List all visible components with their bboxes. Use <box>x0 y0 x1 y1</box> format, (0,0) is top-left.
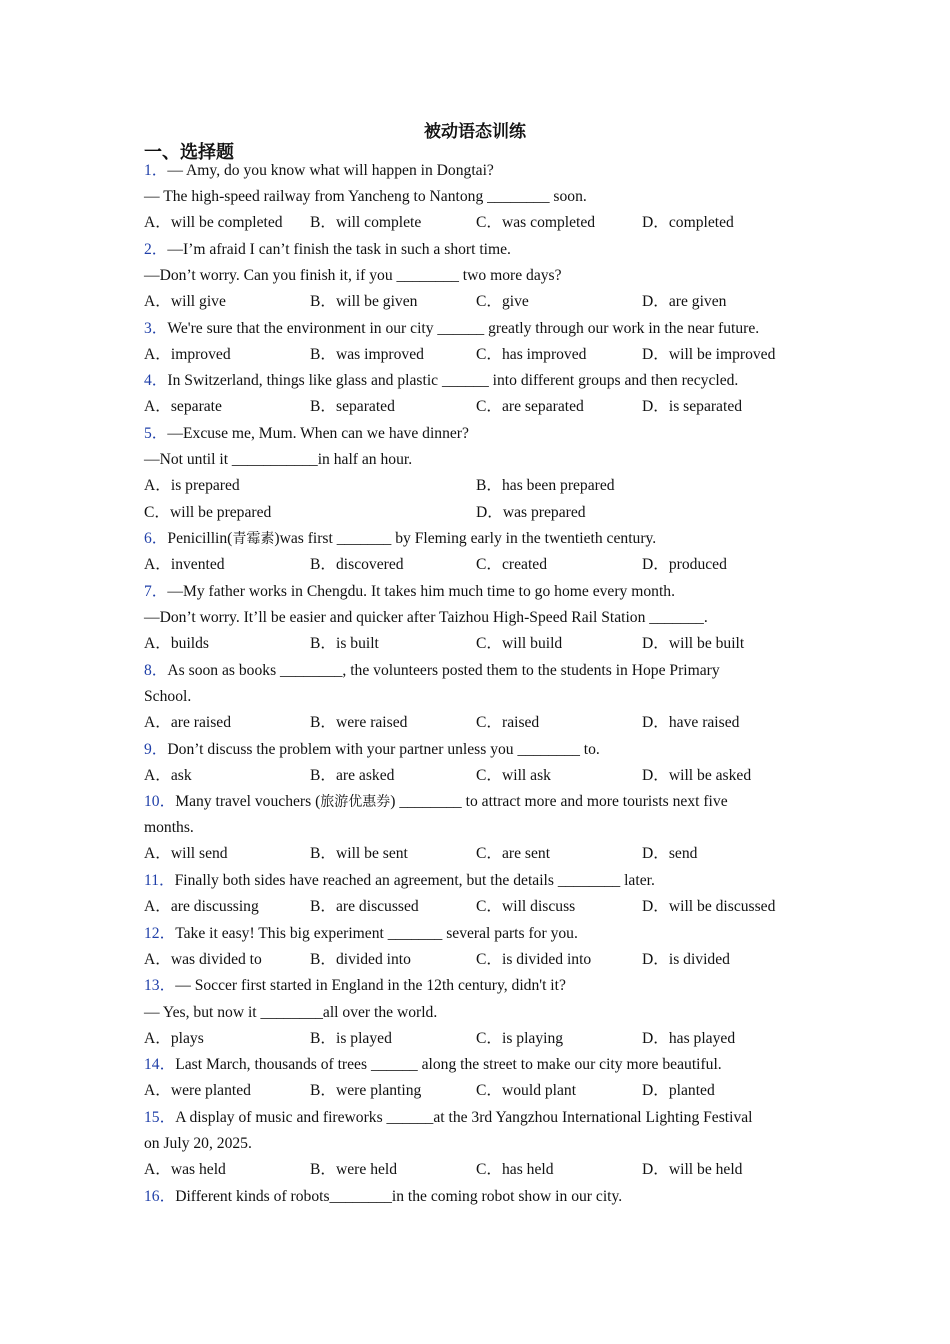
option-letter: D． <box>642 556 669 574</box>
option-text: has improved <box>502 345 587 363</box>
option-a[interactable] <box>144 947 310 974</box>
option-letter: C． <box>476 950 502 968</box>
question-text: As soon as books ________, the volunteers posted them to the students in Hope Primary <box>167 661 720 679</box>
option-text: is divided <box>668 950 730 968</box>
option-letter: C． <box>476 766 502 784</box>
option-a[interactable] <box>144 841 310 868</box>
option-b[interactable] <box>310 1026 476 1053</box>
question-13 <box>144 973 814 1052</box>
question-text: A display of music and fireworks ______at the 3rd Yangzhou International Lighting Festival <box>175 1108 753 1126</box>
question-number: 3． <box>144 319 168 337</box>
option-b[interactable] <box>310 552 476 579</box>
option-c[interactable] <box>476 1026 642 1053</box>
option-letter: D． <box>642 345 669 363</box>
option-a[interactable] <box>144 763 310 790</box>
question-stem-continued <box>144 1131 814 1157</box>
question-text: —I’m afraid I can’t finish the task in such a short time. <box>167 240 511 258</box>
question-stem <box>144 658 814 684</box>
option-b[interactable] <box>310 763 476 790</box>
question-stem-continued <box>144 1000 814 1026</box>
option-text: will complete <box>336 214 422 232</box>
option-a[interactable] <box>144 394 310 421</box>
option-text: were held <box>336 1161 398 1179</box>
options-row <box>144 841 814 868</box>
question-stem <box>144 973 814 999</box>
option-b[interactable] <box>310 394 476 421</box>
options-row <box>144 552 814 579</box>
options-row <box>144 1078 814 1105</box>
option-letter: C． <box>476 845 502 863</box>
option-letter: C． <box>144 503 170 521</box>
option-c[interactable] <box>476 894 642 921</box>
option-d[interactable] <box>642 1157 808 1184</box>
option-c[interactable] <box>476 552 642 579</box>
option-letter: C． <box>476 214 502 232</box>
question-number: 13． <box>144 977 176 995</box>
question-2 <box>144 237 814 316</box>
option-letter: C． <box>476 898 502 916</box>
option-a[interactable] <box>144 473 476 500</box>
question-text: Finally both sides have reached an agreement, but the details ________ later. <box>174 872 655 890</box>
option-text: will be asked <box>668 766 752 784</box>
option-b[interactable] <box>310 342 476 369</box>
option-c[interactable] <box>476 394 642 421</box>
question-12 <box>144 921 814 974</box>
option-letter: B． <box>310 1161 336 1179</box>
question-stem <box>144 789 814 815</box>
option-d[interactable] <box>642 342 808 369</box>
option-c[interactable] <box>476 947 642 974</box>
options-row <box>144 473 814 500</box>
option-c[interactable] <box>476 210 642 237</box>
option-d[interactable] <box>642 394 808 421</box>
option-c[interactable] <box>476 342 642 369</box>
option-letter: B． <box>310 556 336 574</box>
question-stem <box>144 1184 814 1210</box>
option-text: is divided into <box>502 950 592 968</box>
option-a[interactable] <box>144 552 310 579</box>
option-text: builds <box>170 635 209 653</box>
option-d[interactable] <box>642 841 808 868</box>
options-row <box>144 1157 814 1184</box>
question-stem-continued <box>144 605 814 631</box>
option-letter: D． <box>642 950 669 968</box>
option-letter: D． <box>642 713 669 731</box>
option-text: will send <box>170 845 228 863</box>
option-c[interactable] <box>144 500 476 527</box>
option-d[interactable] <box>642 289 808 316</box>
option-a[interactable] <box>144 1026 310 1053</box>
option-letter: B． <box>310 1029 336 1047</box>
question-15 <box>144 1105 814 1184</box>
question-stem <box>144 1052 814 1078</box>
option-text: is prepared <box>170 477 240 495</box>
options-row <box>144 342 814 369</box>
question-text: —Excuse me, Mum. When can we have dinner? <box>167 424 469 442</box>
options-row <box>144 210 814 237</box>
option-text: will discuss <box>502 898 576 916</box>
option-d[interactable] <box>642 631 808 658</box>
option-d[interactable] <box>642 1026 808 1053</box>
option-letter: C． <box>476 1029 502 1047</box>
option-a[interactable] <box>144 210 310 237</box>
option-text: was held <box>170 1161 226 1179</box>
options-row <box>144 394 814 421</box>
question-14 <box>144 1052 814 1105</box>
question-stem <box>144 237 814 263</box>
question-list <box>144 158 814 1210</box>
question-7 <box>144 579 814 658</box>
question-number: 15． <box>144 1108 176 1126</box>
question-text: Take it easy! This big experiment _______ several parts for you. <box>175 924 578 942</box>
option-text: has played <box>668 1029 736 1047</box>
question-text: In Switzerland, things like glass and plastic ______ into different groups and then recycled. <box>167 372 739 390</box>
option-d[interactable] <box>642 710 808 737</box>
question-text: —My father works in Chengdu. It takes him much time to go home every month. <box>167 583 675 600</box>
question-8 <box>144 658 814 737</box>
option-letter: B． <box>476 477 502 495</box>
option-c[interactable] <box>476 289 642 316</box>
option-text: is playing <box>502 1029 564 1047</box>
option-text: will be given <box>336 292 418 310</box>
option-text: discovered <box>336 556 404 574</box>
option-text: were planted <box>170 1082 251 1100</box>
option-text: will be sent <box>336 845 408 863</box>
question-stem <box>144 526 814 552</box>
option-text: are discussing <box>170 898 259 916</box>
option-letter: A． <box>144 398 171 416</box>
option-text: has held <box>502 1161 554 1179</box>
option-letter: A． <box>144 1082 171 1100</box>
option-text: were planting <box>336 1082 422 1100</box>
option-letter: B． <box>310 398 336 416</box>
option-text: send <box>668 845 698 863</box>
question-text: — Soccer first started in England in the 12th century, didn't it? <box>175 977 566 995</box>
option-letter: A． <box>144 950 171 968</box>
option-d[interactable] <box>476 500 808 527</box>
option-text: separated <box>336 398 395 416</box>
option-letter: D． <box>642 1161 669 1179</box>
question-stem <box>144 737 814 763</box>
option-letter: D． <box>642 292 669 310</box>
option-letter: B． <box>310 635 336 653</box>
option-text: will be held <box>668 1161 743 1179</box>
question-text: Different kinds of robots________in the coming robot show in our city. <box>175 1187 623 1205</box>
option-letter: D． <box>642 766 669 784</box>
question-stem-continued <box>144 263 814 289</box>
option-c[interactable] <box>476 631 642 658</box>
option-letter: B． <box>310 766 336 784</box>
question-stem-continued <box>144 447 814 473</box>
option-d[interactable] <box>642 947 808 974</box>
option-letter: C． <box>476 713 502 731</box>
option-letter: C． <box>476 635 502 653</box>
option-text: was improved <box>336 345 424 363</box>
option-text: created <box>502 556 548 574</box>
option-text: plays <box>170 1029 204 1047</box>
options-row <box>144 1026 814 1053</box>
option-a[interactable] <box>144 289 310 316</box>
option-text: will be discussed <box>668 898 776 916</box>
option-letter: A． <box>144 845 171 863</box>
option-letter: B． <box>310 1082 336 1100</box>
option-text: raised <box>502 713 540 731</box>
question-text: Don’t discuss the problem with your partner unless you ________ to. <box>167 740 600 758</box>
option-letter: A． <box>144 556 171 574</box>
option-d[interactable] <box>642 894 808 921</box>
question-5 <box>144 421 814 526</box>
question-number: 12． <box>144 924 176 942</box>
option-letter: A． <box>144 713 171 731</box>
option-text: have raised <box>668 713 740 731</box>
option-b[interactable] <box>310 947 476 974</box>
option-a[interactable] <box>144 342 310 369</box>
question-text: Many travel vouchers (旅游优惠券) ________ to attract more and more tourists next five <box>175 793 728 811</box>
option-b[interactable] <box>310 894 476 921</box>
option-a[interactable] <box>144 710 310 737</box>
option-text: separate <box>170 398 222 416</box>
option-b[interactable] <box>310 631 476 658</box>
option-letter: A． <box>144 766 171 784</box>
question-number: 11． <box>144 872 175 890</box>
question-stem-continued <box>144 184 814 210</box>
option-b[interactable] <box>476 473 808 500</box>
question-10 <box>144 789 814 868</box>
option-text: divided into <box>336 950 411 968</box>
question-text: on July 20, 2025. <box>144 1134 252 1152</box>
options-row <box>144 894 814 921</box>
option-a[interactable] <box>144 1078 310 1105</box>
question-number: 14． <box>144 1056 176 1074</box>
option-letter: B． <box>310 345 336 363</box>
option-text: was divided to <box>170 950 262 968</box>
option-text: are discussed <box>336 898 419 916</box>
option-d[interactable] <box>642 552 808 579</box>
option-text: is separated <box>668 398 743 416</box>
question-text: — The high-speed railway from Yancheng to Nantong ________ soon. <box>144 188 587 206</box>
option-letter: A． <box>144 635 171 653</box>
question-text: Penicillin(青霉素)was first _______ by Fleming early in the twentieth century. <box>167 530 657 548</box>
question-number: 9． <box>144 740 168 758</box>
option-d[interactable] <box>642 1078 808 1105</box>
option-text: was prepared <box>502 503 586 521</box>
option-a[interactable] <box>144 894 310 921</box>
question-text: — Amy, do you know what will happen in Dongtai? <box>167 162 494 179</box>
options-row <box>144 289 814 316</box>
option-d[interactable] <box>642 763 808 790</box>
question-number: 6． <box>144 530 168 548</box>
question-number: 7． <box>144 583 168 600</box>
option-c[interactable] <box>476 1078 642 1105</box>
option-letter: B． <box>310 950 336 968</box>
option-text: has been prepared <box>502 477 615 495</box>
option-text: produced <box>668 556 727 574</box>
options-row <box>144 710 814 737</box>
option-letter: D． <box>642 1029 669 1047</box>
question-text: — Yes, but now it ________all over the world. <box>144 1003 438 1021</box>
question-text: We're sure that the environment in our city ______ greatly through our work in the near future. <box>167 319 760 337</box>
options-row <box>144 500 814 527</box>
options-row <box>144 763 814 790</box>
option-text: are raised <box>170 713 232 731</box>
option-b[interactable] <box>310 1078 476 1105</box>
option-letter: A． <box>144 345 171 363</box>
option-text: give <box>502 292 529 310</box>
question-9 <box>144 737 814 790</box>
option-c[interactable] <box>476 763 642 790</box>
option-letter: D． <box>642 898 669 916</box>
question-4 <box>144 368 814 421</box>
option-text: would plant <box>502 1082 577 1100</box>
option-b[interactable] <box>310 210 476 237</box>
option-letter: B． <box>310 214 336 232</box>
question-1 <box>144 158 814 237</box>
option-b[interactable] <box>310 841 476 868</box>
option-letter: B． <box>310 713 336 731</box>
question-stem <box>144 316 814 342</box>
question-text: School. <box>144 687 192 705</box>
option-letter: B． <box>310 898 336 916</box>
question-text: —Don’t worry. It’ll be easier and quicker after Taizhou High-Speed Rail Station _______. <box>144 609 708 627</box>
option-text: were raised <box>336 713 408 731</box>
option-letter: C． <box>476 345 502 363</box>
question-stem-continued <box>144 684 814 710</box>
question-stem <box>144 158 814 184</box>
option-text: completed <box>668 214 734 232</box>
option-text: will be prepared <box>170 503 272 521</box>
option-text: will be completed <box>170 214 283 232</box>
option-text: will be improved <box>668 345 776 363</box>
option-a[interactable] <box>144 1157 310 1184</box>
question-stem <box>144 1105 814 1131</box>
option-text: was completed <box>502 214 596 232</box>
option-text: invented <box>170 556 225 574</box>
question-6 <box>144 526 814 579</box>
option-text: is built <box>336 635 379 653</box>
question-text: months. <box>144 819 194 837</box>
option-text: are sent <box>502 845 551 863</box>
option-letter: A． <box>144 898 171 916</box>
question-number: 4． <box>144 372 168 390</box>
question-stem <box>144 421 814 447</box>
options-row <box>144 631 814 658</box>
section-heading: 一、选择题 <box>144 142 234 163</box>
page-title: 被动语态训练 <box>424 122 526 142</box>
option-letter: A． <box>144 1029 171 1047</box>
question-16 <box>144 1184 814 1210</box>
question-stem-continued <box>144 815 814 841</box>
option-text: is played <box>336 1029 392 1047</box>
question-stem <box>144 579 814 605</box>
question-stem <box>144 868 814 894</box>
option-letter: D． <box>642 635 669 653</box>
question-text: —Not until it ___________in half an hour. <box>144 451 413 469</box>
option-text: are separated <box>502 398 584 416</box>
option-letter: C． <box>476 556 502 574</box>
question-11 <box>144 868 814 921</box>
option-letter: D． <box>642 398 669 416</box>
question-stem <box>144 368 814 394</box>
option-letter: A． <box>144 292 171 310</box>
question-number: 16． <box>144 1187 176 1205</box>
question-3 <box>144 316 814 369</box>
option-text: will give <box>170 292 226 310</box>
option-letter: A． <box>144 477 171 495</box>
option-text: will be built <box>668 635 745 653</box>
option-c[interactable] <box>476 710 642 737</box>
option-letter: A． <box>144 1161 171 1179</box>
option-c[interactable] <box>476 841 642 868</box>
option-text: will build <box>502 635 563 653</box>
option-d[interactable] <box>642 210 808 237</box>
option-letter: D． <box>642 845 669 863</box>
option-b[interactable] <box>310 1157 476 1184</box>
option-letter: B． <box>310 292 336 310</box>
option-letter: C． <box>476 398 502 416</box>
option-letter: C． <box>476 1082 502 1100</box>
option-a[interactable] <box>144 631 310 658</box>
question-number: 8． <box>144 661 168 679</box>
question-number: 5． <box>144 424 168 442</box>
question-number: 1． <box>144 162 168 179</box>
option-b[interactable] <box>310 289 476 316</box>
option-letter: C． <box>476 1161 502 1179</box>
question-number: 2． <box>144 240 168 258</box>
option-letter: B． <box>310 845 336 863</box>
option-letter: A． <box>144 214 171 232</box>
option-text: are given <box>668 292 727 310</box>
option-letter: D． <box>642 1082 669 1100</box>
options-row <box>144 947 814 974</box>
option-text: planted <box>668 1082 715 1100</box>
question-text: Last March, thousands of trees ______ along the street to make our city more beautiful. <box>175 1056 722 1074</box>
option-letter: C． <box>476 292 502 310</box>
question-number: 10． <box>144 793 176 811</box>
option-text: are asked <box>336 766 395 784</box>
option-b[interactable] <box>310 710 476 737</box>
option-letter: D． <box>476 503 503 521</box>
option-text: will ask <box>502 766 551 784</box>
option-c[interactable] <box>476 1157 642 1184</box>
question-text: —Don’t worry. Can you finish it, if you ________ two more days? <box>144 266 562 284</box>
question-stem <box>144 921 814 947</box>
option-text: ask <box>170 766 192 784</box>
option-letter: D． <box>642 214 669 232</box>
option-text: improved <box>170 345 231 363</box>
